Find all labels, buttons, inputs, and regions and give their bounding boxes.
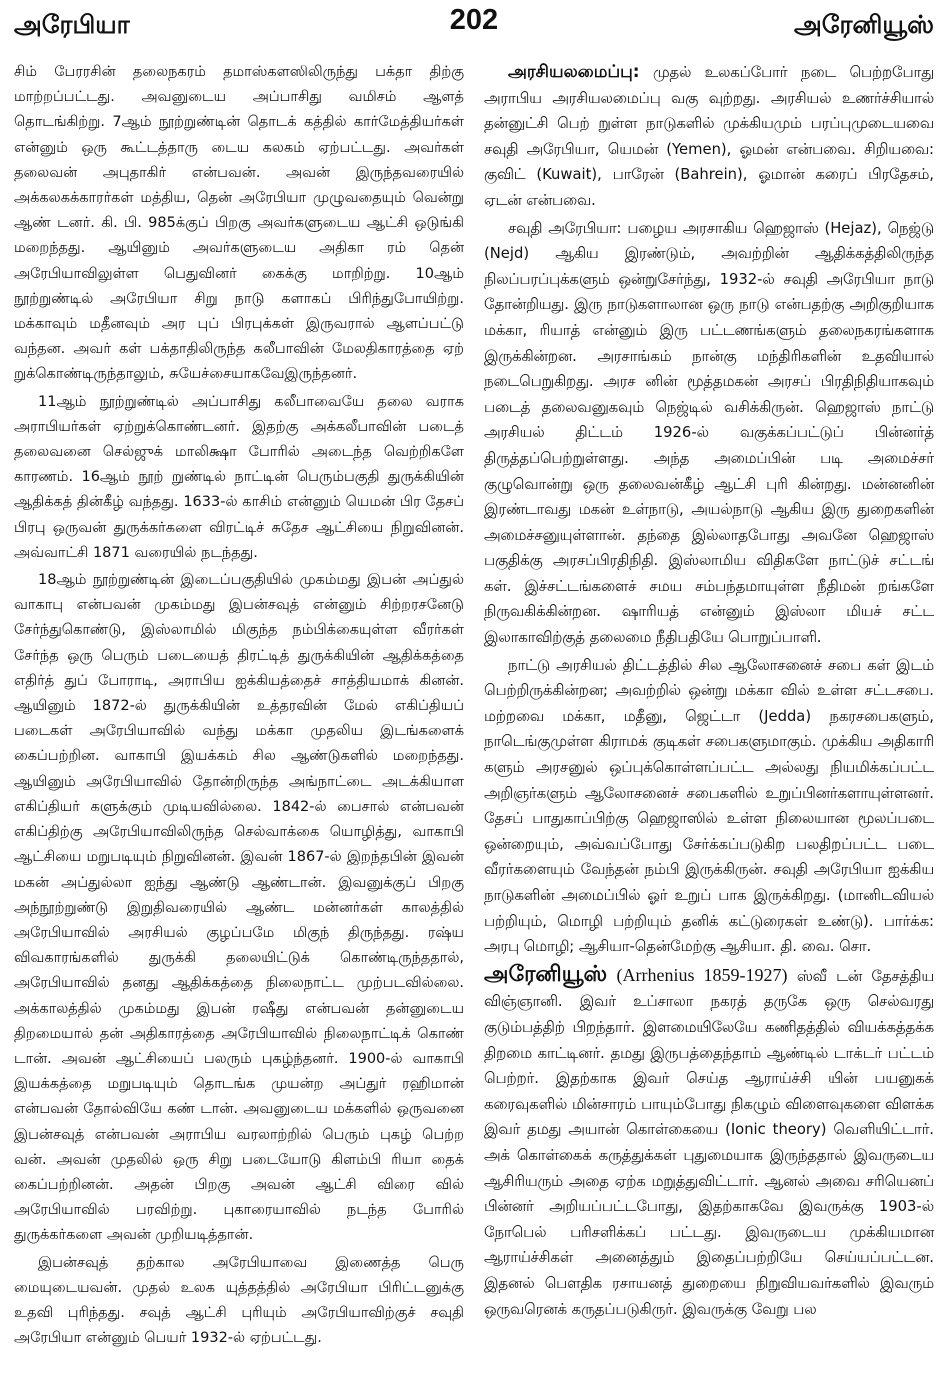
- entry-latin-name: (Arrhenius 1859-1927): [616, 964, 788, 985]
- left-paragraph-3: 18ஆம் நூற்றுண்டின் இடைப்பகுதியில் முகம்மது இபன் அப்துல் வாகாபு என்பவன் முகம்மது இபன்சவுத் என்னும் சிற்றரசனேடு சேர்ந்துகொண்டு, இஸ்லாமில் மிகுந்த நம்பிக்கையுள்ள வீரர்கள் சேர்ந்த ஒரு பெரும் படையைத் திரட்டித் துருக்கியின் ஆதிக்கத்தை எதிர்த் துப் போராடி, அராபிய ஐக்கியத்தைச் சாத்தியமாக் கினன். ஆயினும் 1872-ல் துருக்கியின் உத்தரவின் மேல் எகிப்தியப் படைகள் அரேபியாவில் வந்து மக்கா முதலிய இடங்களைக் கைப்பற்றின. வாகாபி இயக்கம் சில ஆண்டுகளில் மறைந்தது. ஆயினும் அரேபியாவில் தோன்றிருந்த அங்நாட்டை அடக்கியாள எகிப்தியர் களுக்கும் முடியவில்லை. 1842-ல் பைசால் என்பவன் எகிப்திற்கு அரேபியாவிலிருந்த செல்வாக்கை யொழித்து, வாகாபி ஆட்சியை மறுபடியும் நிறுவினன். இவன் 1867-ல் இறந்தபின் இவன் மகன் அப்துல்லா ஐந்து ஆண்டு ஆண்டான். இவனுக்குப் பிறகு அந்நூற்றுண்டு இறுதிவரையில் ஆண்ட மன்னர்கள் காலத்தில் அரேபியாவில் அரசியல் குழப்பமே மிகுந் திருந்தது. ரஷ்ய விவகாரங்களில் துருக்கி தலையிட்டுக் கொண்டிருந்ததால், அரேபியாவில் தனது ஆதிக்கத்தை நிலைநாட்ட முற்படவில்லை. அக்காலத்தில் முகம்மது இபன் ரஷீது என்பவன் தன்னுடைய திறமையால் தன் அதிகாரத்தை அரேபியாவில் நிலைநாட்டிக் கொண் டான். அவன் ஆட்சியைப் பலரும் புகழ்ந்தனர். 1900-ல் வாகாபி இயக்கத்தை மறுபடியும் தொடங்க முயன்ற அப்துர் ரஹிமான் என்பவன் தோல்வியே கண் டான். அவனுடைய மக்களில் ஒருவனை இபன்சவுத் என்பவன் அராபிய வரலாற்றில் பெரும் புகழ் பெற்ற வன். அவன் முதலில் ஒரு சிறு படையோடு கிளம்பி ரியா தைக் கைப்பற்றினன். அதன் பிறகு அவன் ஆட்சி விரை வில் அரேபியாவில் பரவிற்று. புகாரையாவில் நடந்த போரில் துருக்கர்களை அவன் முறியடித்தான்.: [14, 572, 464, 1244]
- header-right-title: அரேனியூஸ்: [794, 10, 934, 39]
- left-paragraph-4: இபன்சவுத் தற்கால அரேபியாவை இணைத்த பெரு மையுடையவன். முதல் உலக யுத்தத்தில் அரேபியா பிரிட்டனுக்கு உதவி புரிந்தது. சவுத் ஆட்சி புரியும் அரேபியாவிற்குச் சவுதி அரேபியா என்னும் பெயர் 1932-ல் ஏற்பட்டது.: [14, 1254, 464, 1347]
- right-column: [484, 60, 934, 1322]
- left-column: [14, 60, 464, 1351]
- left-paragraph-1: சிம் பேரரசின் தலைநகரம் தமாஸ்களஸிலிருந்து பக்தா திற்கு மாற்றப்பட்டது. அவனுடைய அப்பாசிது வமிசம் ஆளத் தொடங்கிற்று. 7ஆம் நூற்றுண்டின் தொடக் கத்தில் கார்மேத்தியர்கள் என்னும் ஒரு கூட்டத்தாரு டைய கலகம் ஏற்பட்டது. அவர்கள் தலைவன் அபுதாகிர் என்பவன். அவன் இருந்தவரையில் அக்கலகக்காரர்கள் மத்திய, தென் அரேபியா முழுவதையும் வென்று ஆண் டனர். கி. பி. 985க்குப் பிறகு அவர்களுடைய ஆட்சி ஒடுங்கி மறைந்தது. ஆயினும் அவர்களுடைய அதிகா ரம் தென் அரேபியாவிலுள்ள பெதுவினர் கைக்கு மாறிற்று. 10ஆம் நூற்றுண்டில் அரேபியா சிறு நாடு களாகப் பிரிந்துபோயிற்று. மக்காவும் மதீனவும் அர புப் பிரபுக்கள் இருவரால் ஆளப்பட்டு வந்தன. அவர் கள் பக்தாதிலிருந்த கலீபாவின் மேலதிகாரத்தை ஏற் றுக்கொண்டிருந்தாலும், சுயேச்சையாகவேஇருந்தனர்.: [14, 64, 464, 383]
- right-paragraph-1-text: முதல் உலகப்போர் நடை பெற்றபோது அராபிய அரசியலமைப்பு வகு வுற்றது. அரசியல் உணர்ச்சியால் தன்னுட்சி பெற் றுள்ள நாடுகளில் முக்கியமும் பரப்புமுடையவை சவுதி அரேபியா, யெமன் (Yemen), ஓமன் என்பவை. சிறியவை: குவிட் (Kuwait), பாரேன் (Bahrein), ஓமான் கரைப் பிரதேசம், ஏடன் என்பவை.: [484, 64, 934, 209]
- entry-arrhenius: [484, 962, 934, 1322]
- header-left-title: அரேபியா: [14, 10, 130, 39]
- entry-text: ஸ்வீ டன் தேசத்திய விஞ்ஞானி. இவர் உப்சாலா நகரத் தருகே ஒரு செல்வரது குடும்பத்திற் பிறந்தார். இளமையிலேயே கணிதத்தில் வியக்கத்தக்க திறமை காட்டினர். தமது இருபத்தைந்தாம் ஆண்டில் டாக்டர் பட்டம் பெற்றர். இதற்காக இவர் செய்த ஆராய்ச்சி யின் பயனுகக் கரைவுகளில் மின்சாரம் பாயும்போது நிகழும் விளைவுகளை விளக்க இவர் தமது அயான் கொள்கையை (Ionic theory) வெளியிட்டார். அக் கொள்கைக் கருத்துக்கள் புதுமையாக இருந்ததால் இவருடைய ஆசிரியரும் அதை ஏற்க மறுத்துவிட்டார். ஆனல் அவை சரியெனப் பின்னர் அறியப்பட்டபோது, இதற்காகவே இவருக்கு 1903-ல் நோபெல் பரிசளிக்கப் பட்டது. இவருடைய முக்கியமான ஆராய்ச்சிகள் அனைத்தும் இதைப்பற்றியே செய்யப்பட்டன. இதனல் பௌதிக ரசாயனத் துறையை நிறுவியவர்களில் இவரும் ஒருவரெனக் கருதப்படுகிருர். இவருக்கு வேறு பல: [484, 967, 934, 1318]
- entry-headword: அரேனியூஸ்: [484, 961, 608, 987]
- left-paragraph-2: 11ஆம் நூற்றுண்டில் அப்பாசிது கலீபாவையே தலை வராக அராபியர்கள் ஏற்றுக்கொண்டனர். இதற்கு அக்கலீபாவின் படைத் தலைவனை செல்ஜுக் மாலிக்ஷா போரில் அடைந்த வெற்றிகளே காரணம். 16ஆம் நூற் றுண்டில் நாட்டின் பெரும்பகுதி துருக்கியின் ஆதிக்கத் தின்கீழ் வந்தது. 1633-ல் காசிம் என்னும் யெமன் பிர தேசப் பிரபு ஒருவன் துருக்கர்களை விரட்டிச் சுதேச ஆட்சியை நிறுவினன். அவ்வாட்சி 1871 வரையில் நடந்தது.: [14, 393, 464, 561]
- right-paragraph-1: [484, 60, 934, 214]
- right-paragraph-3: நாட்டு அரசியல் திட்டத்தில் சில ஆலோசனைச் சபை கள் இடம் பெற்றிருக்கின்றன; அவற்றில் ஒன்று மக்கா வில் உள்ள சட்டசபை. மற்றவை மக்கா, மதீனு, ஜெட்டா (Jedda) நகரசபைகளும், நாடெங்குமுள்ள கிராமக் குடிகள் சபைகளுமாகும். முக்கிய அதிகாரி களும் அரசனுல் ஒப்புக்கொள்ளப்பட்ட அல்லது நியமிக்கப்பட்ட அறிஞர்களும் ஆலோசனைச் சபைகளில் உறுப்பினர்களாயுள்ளனர். தேசப் பாதுகாப்பிற்கு ஹெஜாஸில் உள்ள நிலையான மூலப்படை ஒன்றையும், அவ்வப்போது சேர்க்கப்படுகிற பலதிறப்பட்ட படை வீரர்களையும் வேந்தன் நம்பி இருக்கிருன். சவுதி அரேபியா ஐக்கிய நாடுகளின் அமைப்பில் ஓர் உறுப் பாக இருக்கிறது. (மானிடவியல் பற்றியும், மொழி பற்றியும் தனிக் கட்டுரைகள் உண்டு). பார்க்க: அரபு மொழி; ஆசியா-தென்மேற்கு ஆசியா. தி. வை. சொ.: [484, 656, 934, 956]
- page-header: [0, 0, 948, 60]
- page-number: 202: [449, 4, 499, 36]
- right-paragraph-2: சவுதி அரேபியா: பழைய அரசாகிய ஹெஜாஸ் (Hejaz), நெஜ்டு (Nejd) ஆகிய இரண்டும், அவற்றின் ஆதிக்கத்திலிருந்த நிலப்பரப்புக்களும் ஒன்றுசேர்ந்து, 1932-ல் சவுதி அரேபியா நாடு தோன்றியது. இரு நாடுகளாலான ஒரு நாடு என்பதற்கு அறிகுறியாக மக்கா, ரியாத் என்னும் இரு பட்டணங்களும் தலைநகரங்களாக இருக்கின்றன. அரசாங்கம் நான்கு மந்திரிகளின் உதவியால் நடைபெறுகிறது. அரச னின் மூத்தமகன் அரசப் பிரதிநிதியாகவும் படைத் தலைவனுகவும் நெஜ்டில் வசிக்கிருன். ஹெஜாஸ் நாட்டு அரசியல் திட்டம் 1926-ல் வகுக்கப்பட்டுப் பின்னர்த் திருத்தப்பெற்றுள்ளது. அந்த அமைப்பின் படி அமைச்சர் குழுவொன்று ஒரு தலைவன்கீழ் ஆட்சி புரி கின்றது. மன்னனின் இரண்டாவது மகன் உள்நாடு, அயல்நாடு ஆகிய இரு துறைகளின் அமைச்சனுயுள்ளான். தந்தை இல்லாதபோது அவனே ஹெஜாஸ் பகுதிக்கு அரசப்பிரதிநிதி. இஸ்லாமிய விதிகளே நாட்டுச் சட்டங் கள். இச்சட்டங்களைச் சமய சம்பந்தமாயுள்ள நீதிமன் றங்களே நிருவகிக்கின்றன. ஷாரியத் என்னும் இஸ்லா மியச் சட்ட இலாகாவிற்குத் தலைமை நீதிபதியே பொறுப்பாளி.: [484, 219, 934, 647]
- section-heading-constitution: அரசியலமைப்பு:: [508, 62, 640, 82]
